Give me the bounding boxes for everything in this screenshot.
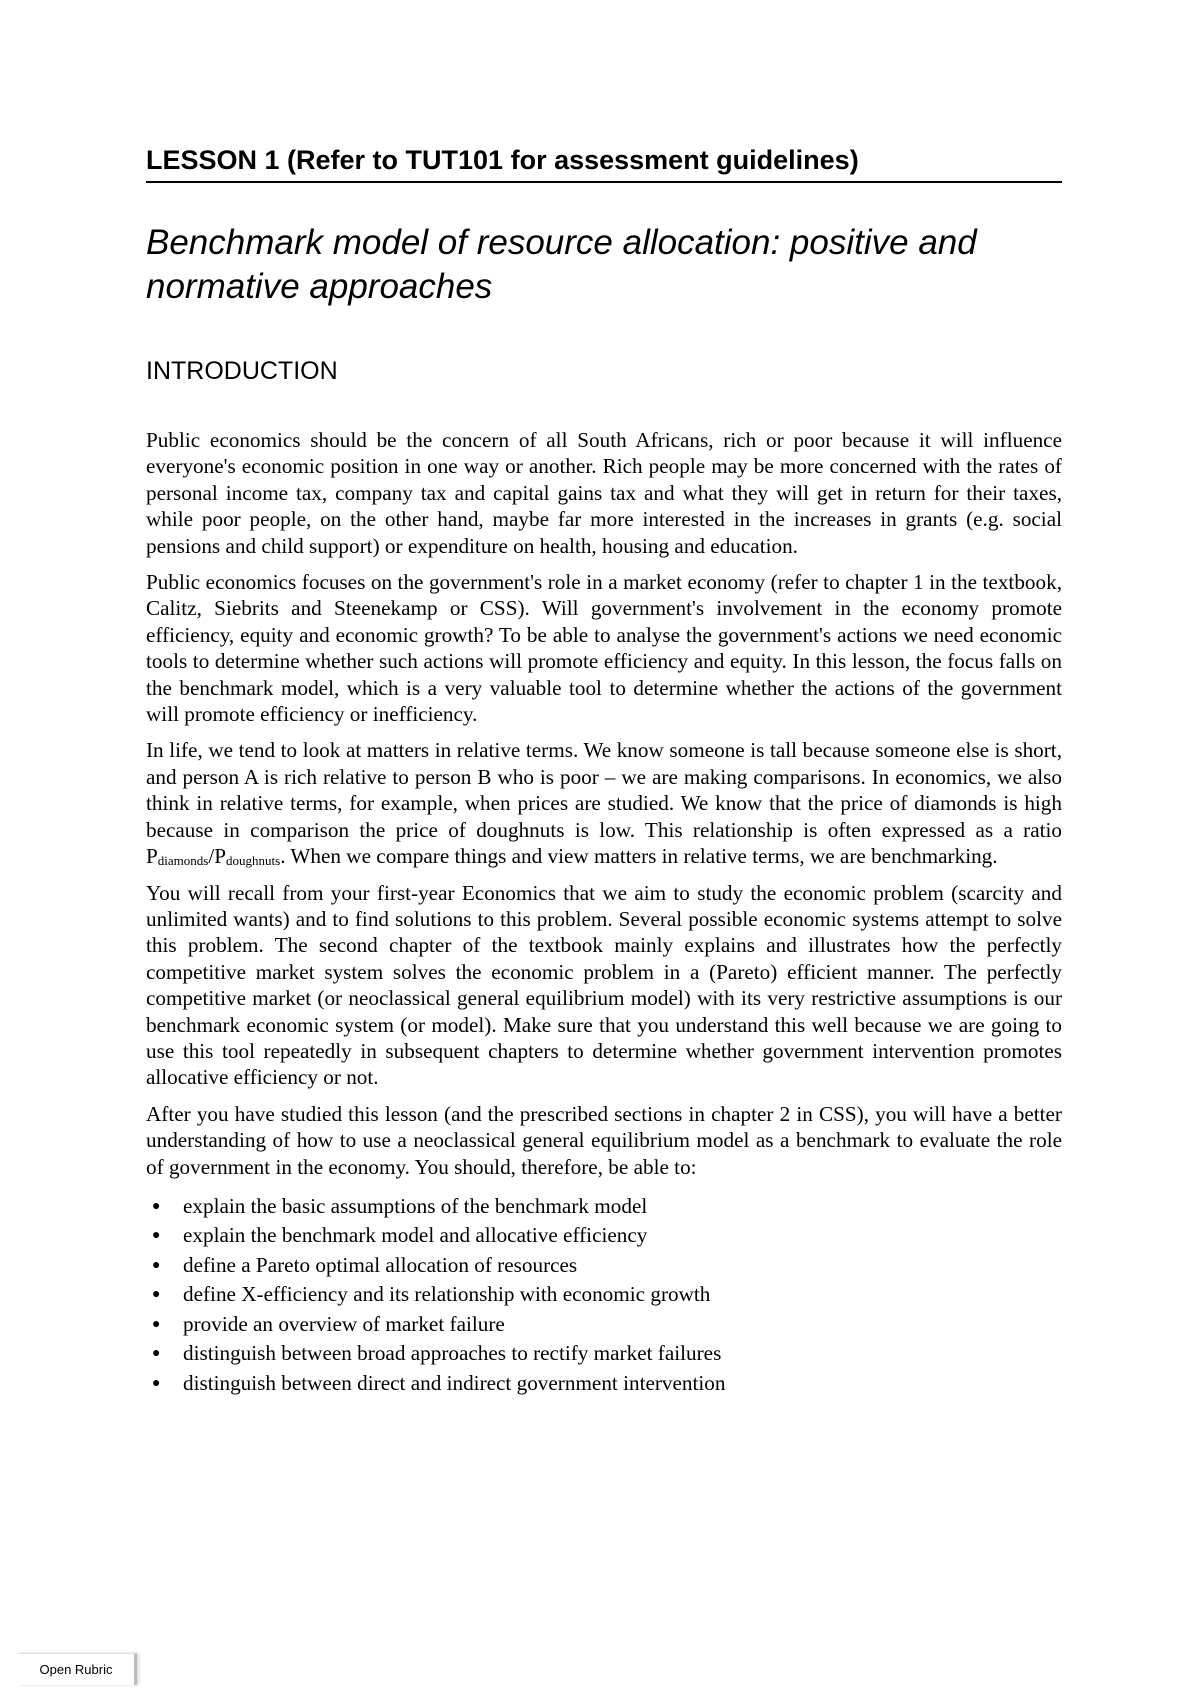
document-content <box>146 143 1062 1398</box>
list-item <box>146 1251 1062 1281</box>
list-item <box>146 1192 1062 1222</box>
paragraph-3-text-after: . When we compare things and view matters in relative terms, we are benchmarking. <box>280 844 998 869</box>
learning-objectives-list <box>146 1192 1062 1399</box>
price-ratio-subscript-diamonds: diamonds <box>157 853 209 869</box>
list-item <box>146 1339 1062 1369</box>
objective-text: explain the benchmark model and allocative efficiency <box>183 1223 648 1248</box>
paragraph-1: Public economics should be the concern of all South Africans, rich or poor because it will influence everyone's economic position in one way or another. Rich people may be more concerned with the rates of personal income tax, company tax and capital gains tax and what they will get in return for their taxes, while poor people, on the other hand, maybe far more interested in the increases in grants (e.g. social pensions and child support) or expenditure on health, housing and education. <box>146 428 1062 558</box>
paragraph-5: After you have studied this lesson (and the prescribed sections in chapter 2 in CSS), you will have a better understanding of how to use a neoclassical general equilibrium model as a benchmark to evaluate the role of government in the economy. You should, therefore, be able to: <box>146 1101 1062 1179</box>
objective-text: provide an overview of market failure <box>183 1311 505 1336</box>
objective-text: distinguish between direct and indirect government intervention <box>183 1370 726 1395</box>
objective-text: distinguish between broad approaches to rectify market failures <box>183 1341 722 1366</box>
list-item <box>146 1221 1062 1251</box>
bullet-icon: ● <box>152 1316 161 1332</box>
open-rubric-button[interactable]: Open Rubric <box>18 1653 137 1685</box>
paragraph-3 <box>146 737 1062 869</box>
bullet-icon: ● <box>152 1198 161 1214</box>
objective-text: define a Pareto optimal allocation of resources <box>183 1252 578 1277</box>
price-ratio-slash-p2: /P <box>208 844 227 869</box>
price-ratio-subscript-doughnuts: doughnuts <box>226 853 281 869</box>
lesson-heading: LESSON 1 (Refer to TUT101 for assessment guidelines) <box>146 143 1062 183</box>
bullet-icon: ● <box>152 1287 161 1303</box>
lesson-title: Benchmark model of resource allocation: positive and normative approaches <box>146 223 977 306</box>
bullet-icon: ● <box>152 1257 161 1273</box>
bullet-icon: ● <box>152 1346 161 1362</box>
list-item <box>146 1369 1062 1399</box>
bullet-icon: ● <box>152 1228 161 1244</box>
objective-text: explain the basic assumptions of the benchmark model <box>183 1193 648 1218</box>
list-item <box>146 1310 1062 1340</box>
introduction-body <box>146 427 1062 1180</box>
bullet-icon: ● <box>152 1375 161 1391</box>
paragraph-2: Public economics focuses on the government's role in a market economy (refer to chapter 1 in the textbook, Calitz, Siebrits and Steenekamp or CSS). Will government's involvement in the economy promote efficiency, equity and economic growth? To be able to analyse the government's actions we need economic tools to determine whether such actions will promote efficiency and equity. In this lesson, the focus falls on the benchmark model, which is a very valuable tool to determine whether the actions of the government will promote efficiency or inefficiency. <box>146 570 1062 727</box>
paragraph-3-text-before: In life, we tend to look at matters in relative terms. We know someone is tall because someone else is short, and person A is rich relative to person B who is poor – we are making comparisons. In economics, we also think in relative terms, for example, when prices are studied. We know that the price of diamonds is high because in comparison the price of doughnuts is low. This relationship is often expressed as a ratio <box>146 738 1062 842</box>
objective-text: define X-efficiency and its relationship with economic growth <box>183 1282 711 1307</box>
list-item <box>146 1280 1062 1310</box>
paragraph-4: You will recall from your first-year Economics that we aim to study the economic problem (scarcity and unlimited wants) and to find solutions to this problem. Several possible economic systems attempt to solve this problem. The second chapter of the textbook mainly explains and illustrates how the perfectly competitive market system solves the economic problem in a (Pareto) efficient manner. The perfectly competitive market (or neoclassical general equilibrium model) with its very restrictive assumptions is our benchmark economic system (or model). Make sure that you understand this well because we are going to use this tool repeatedly in subsequent chapters to determine whether government intervention promotes allocative efficiency or not. <box>146 880 1062 1090</box>
price-ratio-p1: P <box>146 844 158 869</box>
section-heading-introduction: INTRODUCTION <box>146 357 338 385</box>
